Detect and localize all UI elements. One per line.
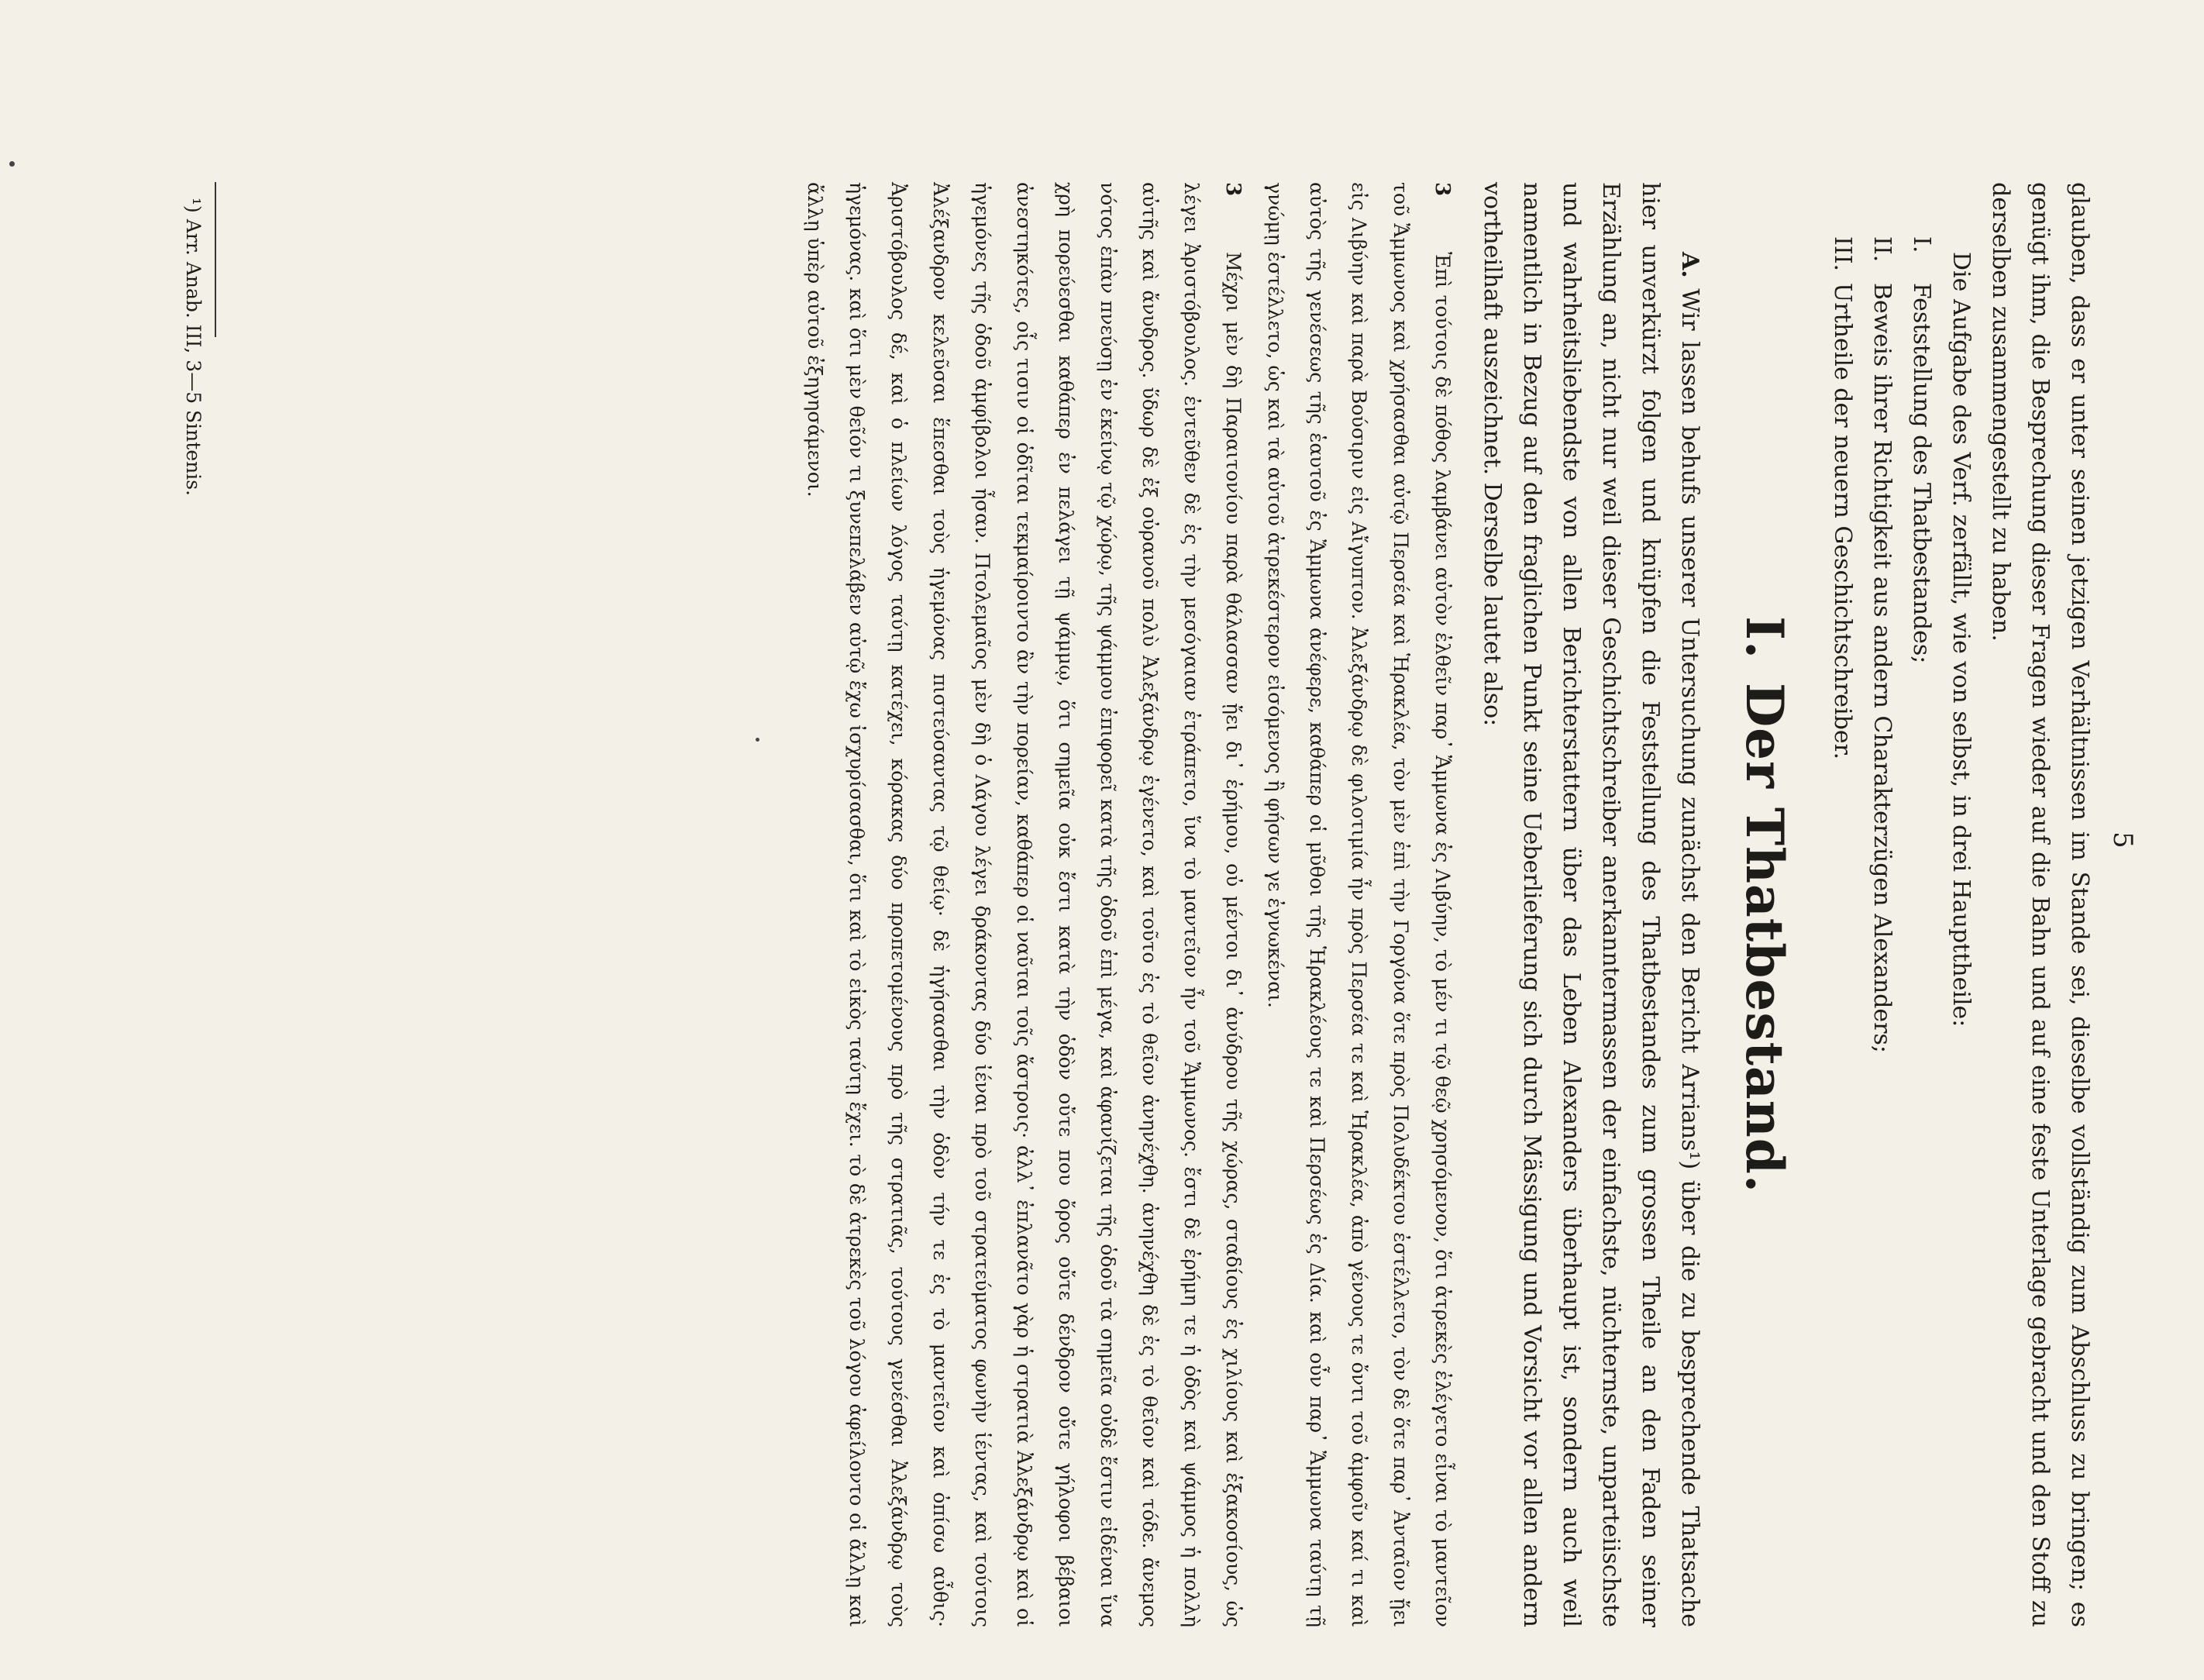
outline-number: I. xyxy=(1908,236,1935,253)
outline-number: III. xyxy=(1829,236,1856,272)
footnote: ¹) Arr. Anab. III, 3—5 Sintenis. xyxy=(182,198,205,496)
margin-number: 3 xyxy=(1221,182,1245,197)
greek-quotation xyxy=(794,182,1463,1627)
scan-speck xyxy=(9,161,15,167)
outline-text: Feststellung des Thatbestandes; xyxy=(1908,283,1935,664)
greek-paragraph xyxy=(794,182,1254,1627)
margin-number: 3 xyxy=(1431,182,1454,197)
outline-list xyxy=(1823,236,1941,1627)
outline-item xyxy=(1862,236,1902,1627)
greek-paragraph-text: Μέχρι μὲν δὴ Παραιτονίου παρὰ θάλασσαν ᾔει δι᾽ ἐρήμου, οὐ μέντοι δι᾽ ἀνύδρου τῆς χώρας, σταδίους ἐς χιλίους καὶ ἑξακοσίους, ὡς λέγει Ἀριστόβουλος. ἐντεῦθεν δὲ ἐς τὴν μεσόγαιαν ἐτράπετο, ἵνα τὸ μαντεῖον ἦν τοῦ Ἄμμωνος. ἔστι δὲ ἐρήμη τε ἡ ὁδὸς καὶ ψάμμος ἡ πολλὴ αὐτῆς καὶ ἄνυδρος. ὕδωρ δὲ ἐξ οὐρανοῦ πολὺ Ἀλεξάνδρῳ ἐγένετο, καὶ τοῦτο ἐς τὸ θεῖον ἀνηνέχθη. ἀνηνέχθη δὲ ἐς τὸ θεῖον καὶ τόδε. ἄνεμος νότος ἐπὰν πνεύσῃ ἐν ἐκείνῳ τῷ χώρῳ, τῆς ψάμμου ἐπιφορεῖ κατὰ τῆς ὁδοῦ ἐπὶ μέγα, καὶ ἀφανίζεται τῆς ὁδοῦ τὰ σημεῖα οὐδὲ ἔστιν εἰδέναι ἵνα χρὴ πορεύεσθαι καθάπερ ἐν πελάγει τῇ ψάμμῳ, ὅτι σημεῖα οὐκ ἔστι κατὰ τὴν ὁδὸν οὔτε που ὄρος οὔτε δένδρον οὔτε γήλοφοι βέβαιοι ἀνεστηκότες, οἷς τισιν οἱ ὁδῖται τεκμαίροιντο ἂν τὴν πορείαν, καθάπερ οἱ ναῦται τοῖς ἄστροις· ἀλλ᾽ ἐπλανᾶτο γὰρ ἡ στρατιὰ Ἀλεξάνδρῳ καὶ οἱ ἡγεμόνες τῆς ὁδοῦ ἀμφίβολοι ἦσαν. Πτολεμαῖος μὲν δὴ ὁ Λάγου λέγει δράκοντας δύο ἰέναι πρὸ τοῦ στρατεύματος φωνὴν ἱέντας, καὶ τούτοις Ἀλέξανδρον κελεῦσαι ἕπεσθαι τοὺς ἡγεμόνας πιστεύσαντας τῷ θείῳ· δὲ ἡγήσασθαι τὴν ὁδὸν τήν τε ἐς τὸ μαντεῖον καὶ ὀπίσω αὖθις· Ἀριστόβουλος δέ, καὶ ὁ πλείων λόγος ταύτῃ κατέχει, κόρακας δύο προπετομένους πρὸ τῆς στρατιᾶς, τούτους γενέσθαι Ἀλεξάνδρῳ τοὺς ἡγεμόνας. καὶ ὅτι μὲν θεῖόν τι ξυνεπελάβεν αὐτῷ ἔχω ἰσχυρίσασθαι, ὅτι καὶ τὸ εἰκὸς ταύτῃ ἔχει. τὸ δὲ ἀτρεκὲς τοῦ λόγου ἀφείλοντο οἱ ἄλλῃ καὶ ἄλλῃ ὑπὲρ αὐτοῦ ἐξηγησάμενοι. xyxy=(804,182,1245,1627)
section-heading xyxy=(1730,182,1799,1627)
section-paragraph-text: Wir lassen behufs unserer Untersuchung zunächst den Bericht Arrians¹) über die zu besprechende Thatsache hier unverkürzt folgen und knüpfen die Feststellung des Thatbestandes zum grossen Theile an den Faden seiner Erzählung an, nicht nur weil dieser Geschichtschreiber anerkanntermassen der einfachste, nüchternste, unparteiischste und wahrheitsliebendste von allen Berichterstattern über das Leben Alexanders überhaupt ist, sondern auch weil namentlich in Bezug auf den fraglichen Punkt seine Ueberlieferung sich durch Mässigung und Vorsicht vor allen andern vortheilhaft auszeichnet. Derselbe lautet also: xyxy=(1479,182,1703,1627)
scan-speck xyxy=(756,738,759,742)
body-text xyxy=(794,182,2099,1627)
division-sentence: Die Aufgabe des Verf. zerfällt, wie von selbst, in drei Haupttheile: xyxy=(1947,252,1975,1028)
outline-text: Urtheile der neuern Geschichtschreiber. xyxy=(1829,283,1856,760)
section-title: Der Thatbestand. xyxy=(1734,682,1795,1193)
section-paragraph xyxy=(1472,182,1710,1627)
outline-text: Beweis ihrer Richtigkeit aus andern Charakterzügen Alexanders; xyxy=(1868,283,1896,1054)
page-number: 5 xyxy=(2107,831,2138,849)
section-number: I. xyxy=(1734,616,1795,659)
footnote-rule xyxy=(215,182,216,337)
greek-paragraph xyxy=(1254,182,1463,1627)
outline-item xyxy=(1902,236,1941,1627)
subsection-label: A. xyxy=(1676,252,1703,278)
outline-item xyxy=(1823,236,1862,1627)
greek-paragraph-text: Ἐπὶ τούτοις δὲ πόθος λαμβάνει αὐτὸν ἐλθεῖν παρ᾽ Ἄμμωνα ἐς Λιβύην, τὸ μέν τι τῷ θεῷ χρησόμενον, ὅτι ἀτρεκὲς ἐλέγετο εἶναι τὸ μαντεῖον τοῦ Ἄμμωνος καὶ χρήσασθαι αὐτῷ Περσέα καὶ Ἡρακλέα, τὸν μὲν ἐπὶ τὴν Γοργόνα ὅτε πρὸς Πολυδέκτου ἐστέλλετο, τὸν δὲ ὅτε παρ᾽ Ἀνταῖον ᾔει εἰς Λιβύην καὶ παρὰ Βούσιριν εἰς Αἴγυπτον. Ἀλεξάνδρῳ δὲ φιλοτιμία ἦν πρὸς Περσέα τε καὶ Ἡρακλέα, ἀπὸ γένους τε ὄντι τοῦ ἀμφοῖν καί τι καὶ αὐτὸς τῆς γενέσεως τῆς ἑαυτοῦ ἐς Ἄμμωνα ἀνέφερε, καθάπερ οἱ μῦθοι τῆς Ἡρακλέους τε καὶ Περσέως ἐς Δία. καὶ οὖν παρ᾽ Ἄμμωνα ταύτῃ τῇ γνώμῃ ἐστέλλετο, ὡς καὶ τὰ αὑτοῦ ἀτρεκέστερον εἰσόμενος ἢ φήσων γε ἐγνωκέναι. xyxy=(1264,182,1454,1627)
outline-number: II. xyxy=(1868,236,1896,263)
intro-paragraph: glauben, dass er unter seinen jetzigen Verhältnissen im Stande sei, dieselbe vollständig zum Abschluss zu bringen; es genügt ihm, die Besprechung dieser Fragen wieder auf die Bahn und auf eine feste Unterlage gebracht und den Stoff zu derselben zusammengestellt zu haben. xyxy=(1987,182,2093,1627)
